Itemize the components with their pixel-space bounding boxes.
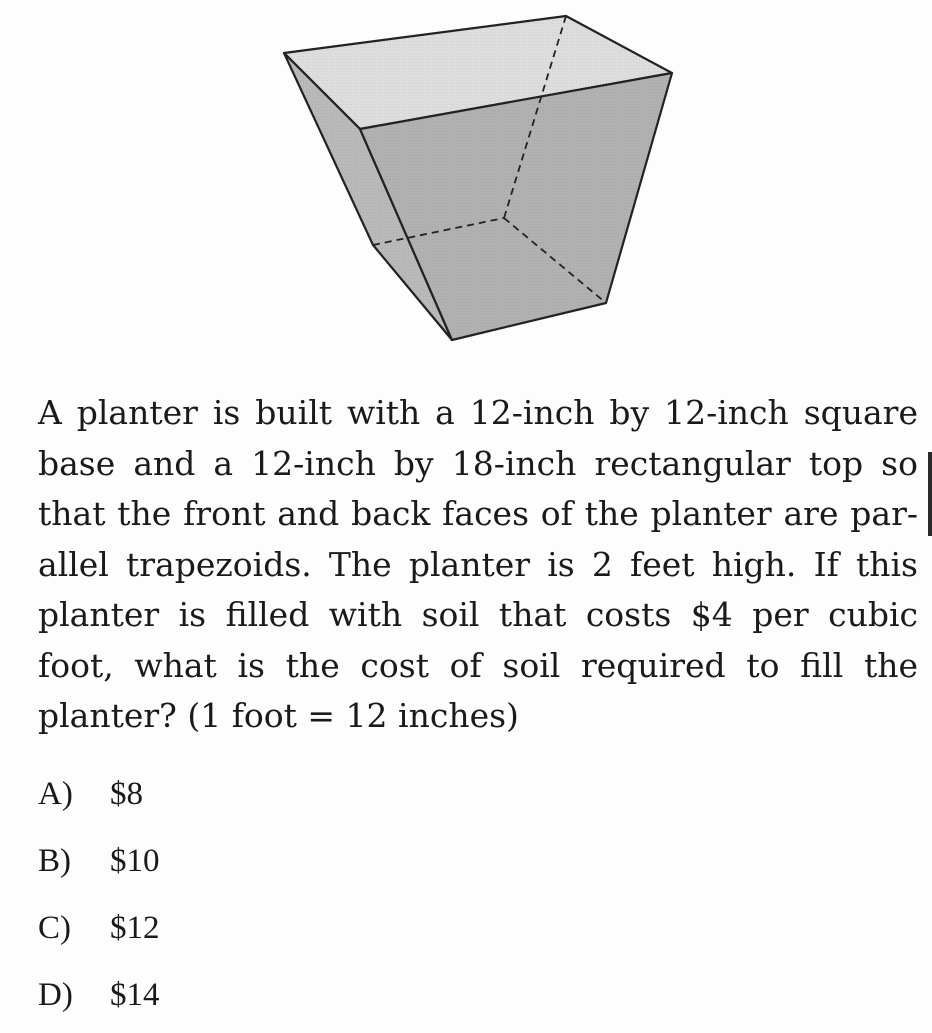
option-a-letter: A) bbox=[38, 776, 73, 812]
option-d-letter: D) bbox=[38, 977, 73, 1013]
page-edge-marker bbox=[928, 452, 932, 536]
option-c[interactable] bbox=[38, 899, 160, 966]
option-a-value: $8 bbox=[110, 776, 143, 812]
option-c-letter: C) bbox=[38, 910, 71, 946]
option-a[interactable] bbox=[38, 765, 160, 832]
answer-options bbox=[38, 765, 160, 1033]
option-b-letter: B) bbox=[38, 843, 71, 879]
option-d[interactable] bbox=[38, 966, 160, 1033]
planter-figure bbox=[270, 8, 690, 353]
option-c-value: $12 bbox=[110, 910, 160, 946]
question-text: A planter is built with a 12-inch by 12-inch square base and a 12-inch by 18-inch rectangular top so that the front and back faces of the planter are par-allel trapezoids. The planter is 2 feet high. If this planter is filled with soil that costs $4 per cubic foot, what is the cost of soil required to fill the planter? (1 foot = 12 inches) bbox=[38, 393, 918, 735]
option-d-value: $14 bbox=[110, 977, 160, 1013]
option-b-value: $10 bbox=[110, 843, 160, 879]
option-b[interactable] bbox=[38, 832, 160, 899]
